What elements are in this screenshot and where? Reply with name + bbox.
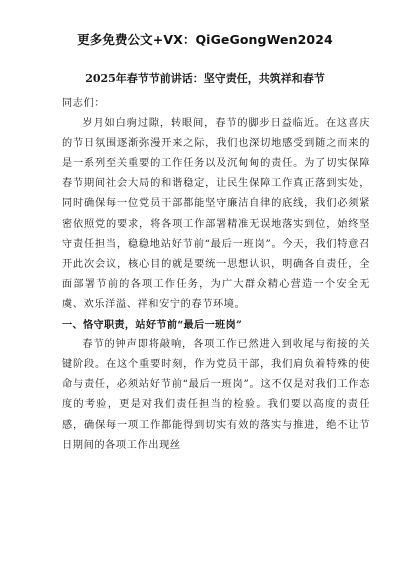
promo-banner: 更多免费公文+VX：QiGeGongWen2024: [77, 32, 333, 47]
section-heading: 一、恪守职责，站好节前“最后一班岗”: [62, 319, 243, 332]
salutation: 同志们：: [62, 98, 106, 109]
paragraph-intro: 岁月如白驹过隙，转眼间，春节的脚步日益临近。在这喜庆的节日氛围逐渐弥漫开来之际，我们也深切地感受到随之而来的是一系列至关重要的工作任务以及沉甸甸的责任。为了切实保障春节期间社会大局的和谐稳定，让民生保障工作真正落到实处，同时确保每一位党员干部都能坚守廉洁自律的底线，我们必须紧密依照党的要求，将各项工作部署精准无误地落实到位，始终坚守责任担当，稳稳地站好节前“最后一班岗”。今天，我们特意召开此次会议，核心目的就是要统一思想认识，明确各自责任，全面部署节前的各项工作任务，为广大群众精心营造一个安全无虞、欢乐洋溢、祥和安宁的春节环境。: [62, 118, 370, 310]
document-title: 2025年春节节前讲话：坚守责任，共筑祥和春节: [85, 72, 325, 85]
paragraph-section-1: 春节的钟声即将敲响，各项工作已然进入到收尾与衔接的关键阶段。在这个重要时刻，作为党员干部，我们肩负着特殊的使命与责任，必须站好节前“最后一班岗”。这不仅是对我们工作态度的考验，更是对我们责任担当的检验。我们要以高度的责任感，确保每一项工作都能得到切实有效的落实与推进，绝不让节日期间的各项工作出现丝: [62, 339, 370, 451]
document-body: [62, 94, 370, 456]
